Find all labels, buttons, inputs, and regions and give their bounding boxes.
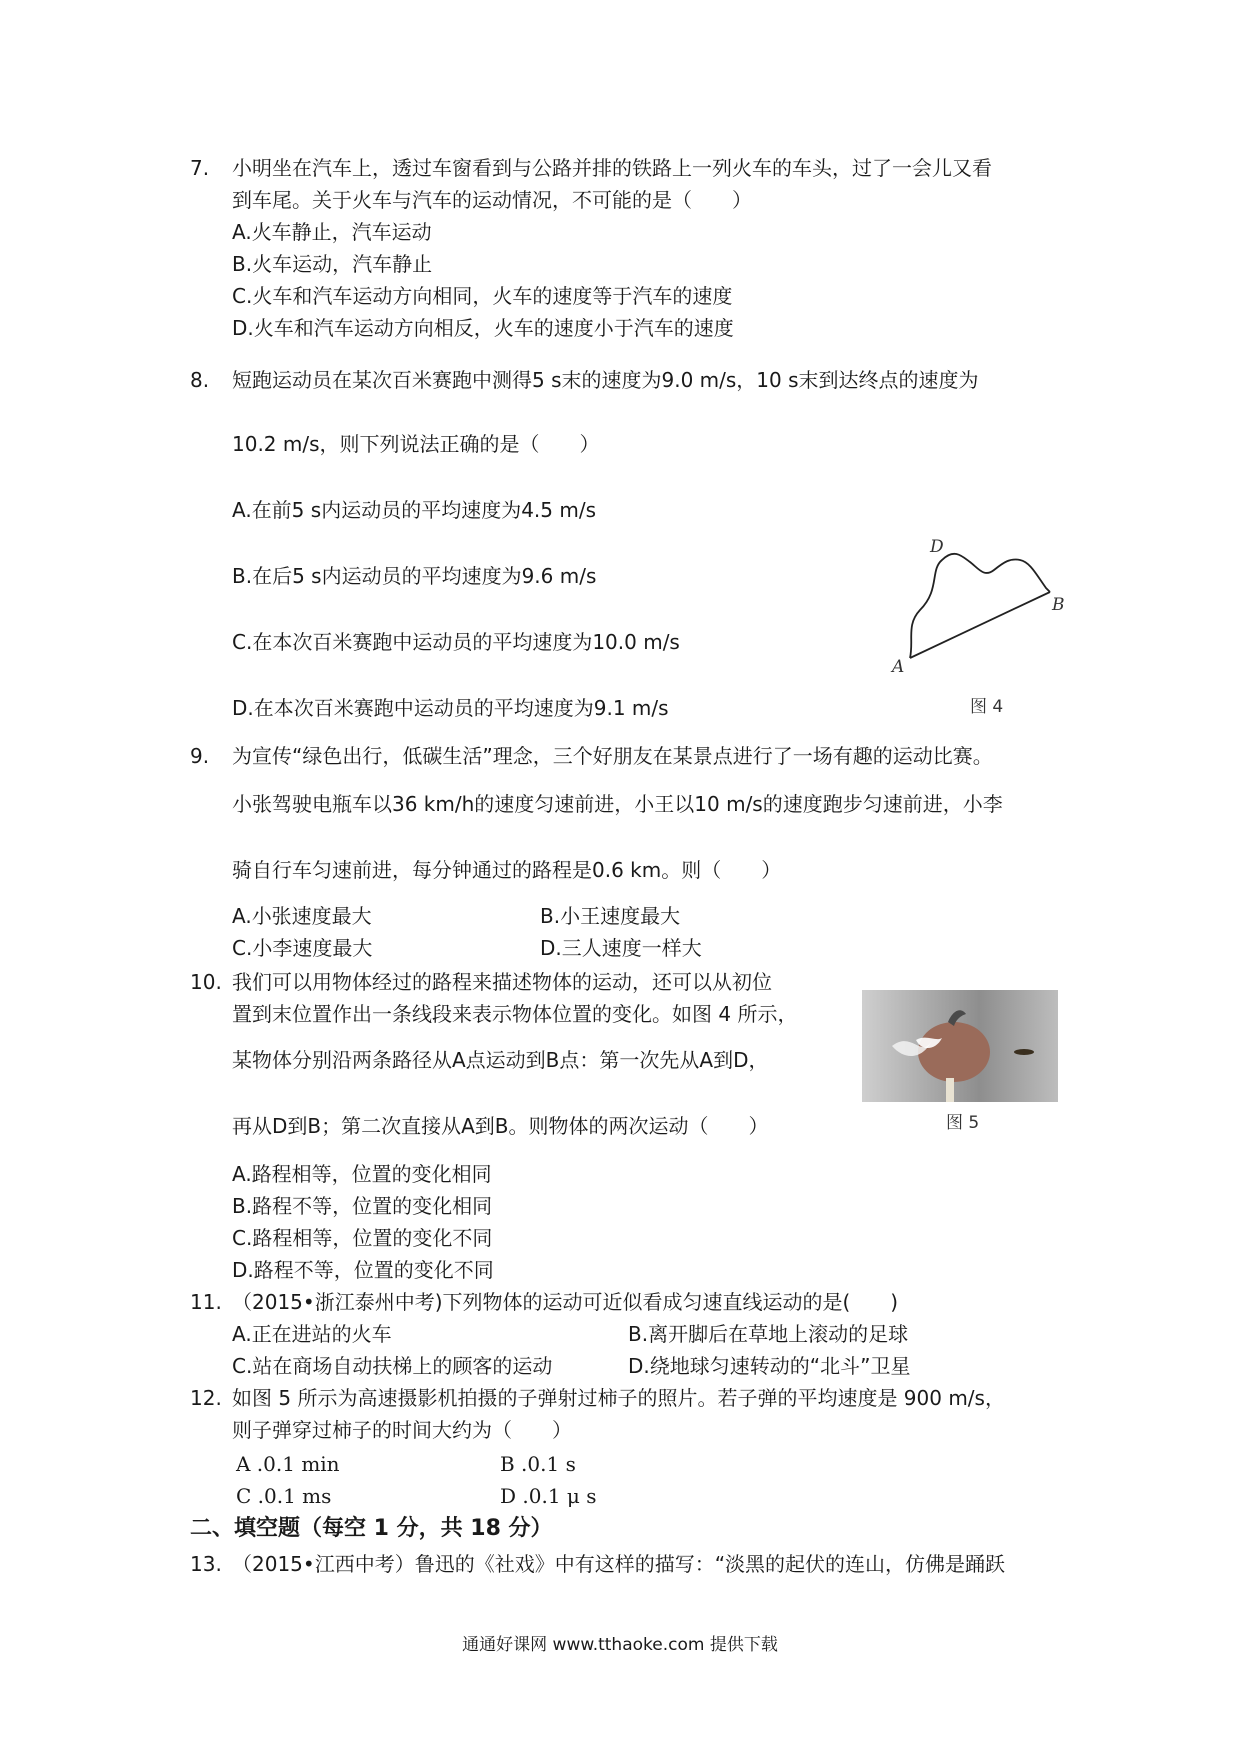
q10-number: 10. xyxy=(190,970,222,994)
q13-number: 13. xyxy=(190,1552,222,1576)
q11-number: 11. xyxy=(190,1290,222,1314)
q8-option-b: B.在后5 s内运动员的平均速度为9.6 m/s xyxy=(232,564,597,588)
q10-stem-line4: 再从D到B；第二次直接从A到B。则物体的两次运动（ ） xyxy=(232,1114,769,1138)
q7-option-b: B.火车运动，汽车静止 xyxy=(232,252,433,276)
q9-option-d: D.三人速度一样大 xyxy=(540,936,702,960)
q8-option-c: C.在本次百米赛跑中运动员的平均速度为10.0 m/s xyxy=(232,630,680,654)
q11-stem-line1: （2015•浙江泰州中考)下列物体的运动可近似看成匀速直线运动的是( ) xyxy=(232,1290,899,1314)
q12-option-c: C .0.1 ms xyxy=(236,1484,332,1508)
q12-option-a: A .0.1 min xyxy=(236,1452,340,1476)
q12-stem-line1: 如图 5 所示为高速摄影机拍摄的子弹射过柿子的照片。若子弹的平均速度是 900 m/s， xyxy=(232,1386,1005,1410)
q11-option-d: D.绕地球匀速转动的“北斗”卫星 xyxy=(628,1354,911,1378)
q10-stem-line3: 某物体分别沿两条路径从A点运动到B点：第一次先从A到D， xyxy=(232,1048,769,1072)
figure-4-label-a: A xyxy=(892,657,905,677)
q7-option-d: D.火车和汽车运动方向相反，火车的速度小于汽车的速度 xyxy=(232,316,734,340)
q9-stem-line3: 骑自行车匀速前进，每分钟通过的路程是0.6 km。则（ ） xyxy=(232,858,782,882)
q12-stem-line2: 则子弹穿过柿子的时间大约为（ ） xyxy=(232,1418,572,1442)
q13-stem-line1: （2015•江西中考）鲁迅的《社戏》中有这样的描写：“淡黑的起伏的连山，仿佛是踊跃 xyxy=(232,1552,1006,1576)
figure-4-label-b: B xyxy=(1052,595,1065,615)
section-2-heading: 二、填空题（每空 1 分，共 18 分） xyxy=(190,1516,553,1541)
q11-option-a: A.正在进站的火车 xyxy=(232,1322,392,1346)
q7-stem-line1: 小明坐在汽车上，透过车窗看到与公路并排的铁路上一列火车的车头，过了一会儿又看 xyxy=(232,156,992,180)
q7-option-a: A.火车静止，汽车运动 xyxy=(232,220,432,244)
figure-5-photo xyxy=(862,990,1058,1102)
q8-option-d: D.在本次百米赛跑中运动员的平均速度为9.1 m/s xyxy=(232,696,669,720)
q9-option-b: B.小王速度最大 xyxy=(540,904,681,928)
path-a-b-line xyxy=(910,592,1050,658)
figure-4-path-diagram xyxy=(880,530,1080,680)
q12-option-b: B .0.1 s xyxy=(500,1452,576,1476)
q10-option-a: A.路程相等，位置的变化相同 xyxy=(232,1162,492,1186)
q11-option-c: C.站在商场自动扶梯上的顾客的运动 xyxy=(232,1354,553,1378)
q8-stem-line1: 短跑运动员在某次百米赛跑中测得5 s末的速度为9.0 m/s，10 s末到达终点的速度为 xyxy=(232,368,979,392)
figure-4-caption: 图 4 xyxy=(970,697,1004,717)
q9-option-a: A.小张速度最大 xyxy=(232,904,372,928)
q8-stem-line2: 10.2 m/s，则下列说法正确的是（ ） xyxy=(232,432,600,456)
q10-stem-line1: 我们可以用物体经过的路程来描述物体的运动，还可以从初位 xyxy=(232,970,772,994)
page-footer: 通通好课网 www.tthaoke.com 提供下载 xyxy=(462,1635,778,1655)
q12-number: 12. xyxy=(190,1386,222,1410)
q7-stem-line2: 到车尾。关于火车与汽车的运动情况，不可能的是（ ） xyxy=(232,188,752,212)
q10-option-c: C.路程相等，位置的变化不同 xyxy=(232,1226,493,1250)
q12-option-d: D .0.1 μ s xyxy=(500,1484,597,1508)
figure-5-caption: 图 5 xyxy=(946,1113,980,1133)
q9-number: 9. xyxy=(190,744,210,768)
q9-stem-line2: 小张驾驶电瓶车以36 km/h的速度匀速前进，小王以10 m/s的速度跑步匀速前进，小李 xyxy=(232,792,1003,816)
q9-stem-line1: 为宣传“绿色出行，低碳生活”理念，三个好朋友在某景点进行了一场有趣的运动比赛。 xyxy=(232,744,993,768)
q9-option-c: C.小李速度最大 xyxy=(232,936,373,960)
figure-4-label-d: D xyxy=(930,537,944,557)
q11-option-b: B.离开脚后在草地上滚动的足球 xyxy=(628,1322,909,1346)
path-a-d-b-curve xyxy=(910,554,1050,658)
q8-option-a: A.在前5 s内运动员的平均速度为4.5 m/s xyxy=(232,498,596,522)
q10-option-b: B.路程不等，位置的变化相同 xyxy=(232,1194,493,1218)
q10-stem-line2: 置到末位置作出一条线段来表示物体位置的变化。如图 4 所示， xyxy=(232,1002,798,1026)
q7-number: 7. xyxy=(190,156,210,180)
q10-option-d: D.路程不等，位置的变化不同 xyxy=(232,1258,494,1282)
bullet-persimmon-icon xyxy=(862,990,1058,1102)
q8-number: 8. xyxy=(190,368,210,392)
q7-option-c: C.火车和汽车运动方向相同，火车的速度等于汽车的速度 xyxy=(232,284,733,308)
